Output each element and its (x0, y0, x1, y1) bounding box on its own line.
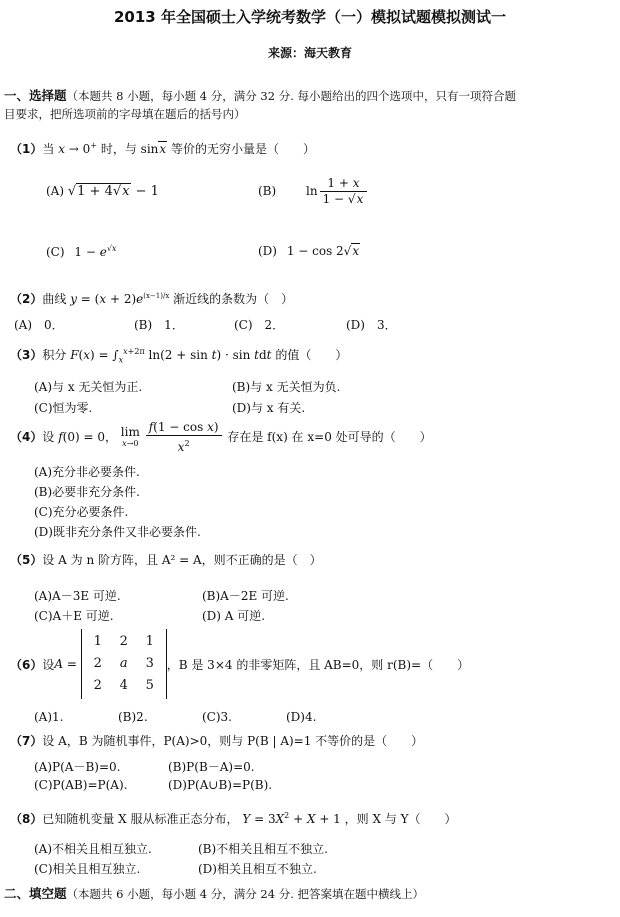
q5-number: （5） (10, 553, 43, 567)
q1-number: （1） (10, 142, 43, 156)
q7-option-a: (A)P(A－B)=0. (34, 760, 121, 774)
q1-stem: （1）当 x → 0+ 时，与 sinx 等价的无穷小量是（ ） (10, 141, 316, 156)
section1-header (4, 86, 516, 104)
section2-heading: 二、填空题 (4, 886, 67, 901)
section1-note-line2: 目要求，把所选项前的字母填在题后的括号内） (4, 107, 246, 121)
section1-note-line1: （本题共 8 小题，每小题 4 分，满分 32 分. 每小题给出的四个选项中，只有一项符合题 (66, 89, 517, 103)
section2-header (4, 884, 424, 902)
q3-stem: （3）积分 $F(x) = \int_x^{x+2\pi}$ ln(2 + sin t) · sin tdt 的值（ ） (10, 347, 348, 365)
section1-heading: 一、选择题 (4, 88, 67, 103)
q7-stem: （7）设 A，B 为随机事件，P(A)>0，则与 P(B | A)=1 不等价的是（ ） (10, 734, 424, 748)
q2-number: （2） (10, 292, 43, 306)
q1-option-a: (A) √1 + 4√x − 1 (46, 184, 159, 199)
q2-stem: （2）曲线 $y = (x + 2)e^{(x-1)/x}$ 渐近线的条数为（ ） (10, 292, 294, 306)
q6-matrix: 1 2 1 2 a 3 2 4 5 (81, 629, 167, 699)
q3-option-b: (B)与 x 无关恒为负. (232, 380, 341, 394)
q5-option-a: (A)A－3E 可逆. (34, 589, 121, 603)
q6-number: （6） (10, 657, 43, 672)
q5-option-d: (D) A 可逆. (202, 609, 266, 623)
q8-number: （8） (10, 812, 43, 826)
q2-option-c: (C) 2． (234, 318, 285, 332)
q1-option-c: (C) $1 - e^{√x}$ (46, 244, 117, 259)
q3-option-d: (D)与 x 有关. (232, 401, 306, 415)
q4-option-b: (B)必要非充分条件. (34, 485, 140, 499)
section2-note: （本题共 6 小题，每小题 4 分，满分 24 分. 把答案填在题中横线上） (66, 887, 425, 901)
q7-option-d: (D)P(A∪B)=P(B). (168, 778, 273, 792)
q6-stem: （6） 设 A = 1 2 1 2 a 3 2 4 5 ，B 是 3×4 的非零矩阵，且 AB=0，则 r(B)=（ ） (10, 628, 469, 700)
q4-stem: （4）设 f(0) = 0， lim x→0 $\frac{\text{f(1 − cos x)}}{x^2}$ 存在是 f(x) 在 x=0 处可导的（ ） (10, 420, 432, 454)
q7-option-c: (C)P(AB)=P(A). (34, 778, 128, 792)
q5-option-c: (C)A＋E 可逆. (34, 609, 114, 623)
q8-stem: （8）已知随机变量 X 服从标准正态分布， $Y = 3X^2 + X + 1$ ，则 X 与 Y（ ） (10, 811, 457, 826)
q2-option-d: (D) 3． (346, 318, 397, 332)
q1-option-d: (D) 1 − cos 2√x (258, 244, 360, 258)
q6-option-a: (A)1. (34, 710, 64, 724)
q4-option-d: (D)既非充分条件又非必要条件. (34, 525, 201, 539)
q8-option-b: (B)不相关且相互不独立. (198, 842, 328, 856)
q3-option-c: (C)恒为零. (34, 401, 93, 415)
q6-option-b: (B)2. (118, 710, 148, 724)
page-title: 2013 年全国硕士入学统考数学（一）模拟试题模拟测试一 (114, 8, 506, 26)
q4-option-c: (C)充分必要条件. (34, 505, 129, 519)
q8-option-d: (D)相关且相互不独立. (198, 862, 317, 876)
q1-option-b: (B) ln $\frac{1 + x}{1 - √x}$ (258, 176, 369, 207)
q2-option-a: (A) 0． (14, 318, 64, 332)
q3-option-a: (A)与 x 无关恒为正. (34, 380, 143, 394)
q6-option-c: (C)3. (202, 710, 232, 724)
source-line: 来源：海天教育 (267, 46, 352, 60)
q7-option-b: (B)P(B－A)=0. (168, 760, 255, 774)
q3-number: （3） (10, 348, 43, 362)
q8-option-a: (A)不相关且相互独立. (34, 842, 152, 856)
q6-option-d: (D)4. (286, 710, 317, 724)
q7-number: （7） (10, 734, 43, 748)
q2-option-b: (B) 1． (134, 318, 184, 332)
q4-option-a: (A)充分非必要条件. (34, 465, 140, 479)
q5-stem: （5）设 A 为 n 阶方阵，且 A² = A，则不正确的是（ ） (10, 553, 322, 567)
q4-number: （4） (10, 430, 43, 444)
q8-option-c: (C)相关且相互独立. (34, 862, 141, 876)
q5-option-b: (B)A－2E 可逆. (202, 589, 289, 603)
